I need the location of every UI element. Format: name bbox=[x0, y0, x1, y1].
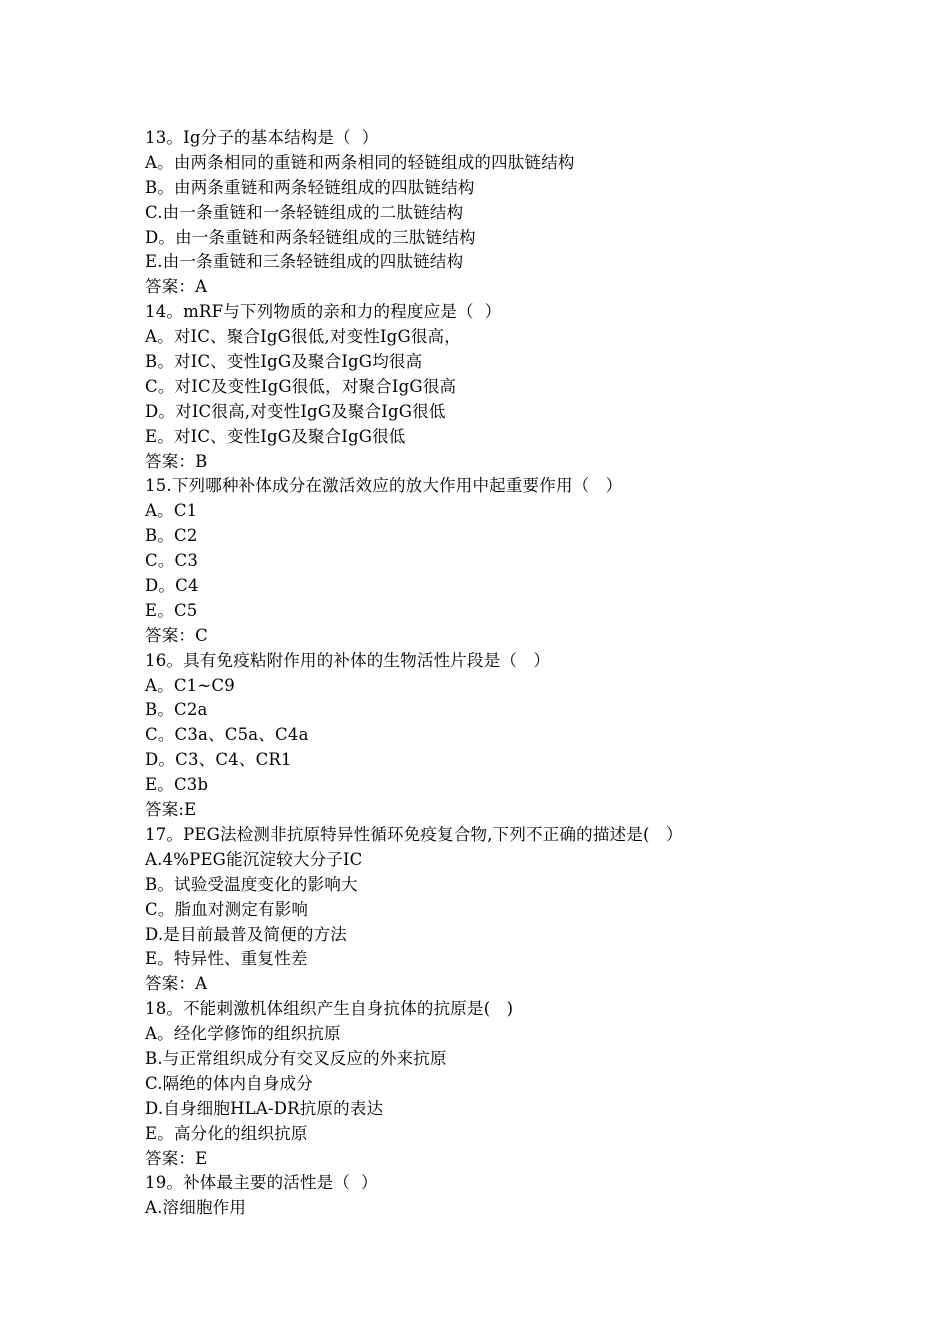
question-14-option-a: A。对IC、聚合IgG很低,对变性IgG很高， bbox=[145, 327, 461, 347]
question-18-option-e: E。高分化的组织抗原 bbox=[145, 1123, 308, 1143]
question-15-option-b: B。C2 bbox=[145, 526, 198, 546]
question-13-option-d: D。由一条重链和两条轻链组成的三肽链结构 bbox=[145, 227, 476, 247]
question-17-option-c: C。脂血对测定有影响 bbox=[145, 899, 309, 919]
question-17-answer: 答案：A bbox=[145, 974, 208, 994]
question-13-option-c: C.由一条重链和一条轻链组成的二肽链结构 bbox=[145, 202, 464, 222]
question-17-option-d: D.是目前最普及简便的方法 bbox=[145, 924, 347, 944]
question-18-answer: 答案：E bbox=[145, 1148, 208, 1168]
question-15-option-c: C。C3 bbox=[145, 551, 199, 571]
question-17-option-e: E。特异性、重复性差 bbox=[145, 949, 308, 969]
question-17-option-b: B。试验受温度变化的影响大 bbox=[145, 874, 358, 894]
question-15-stem: 15.下列哪种补体成分在激活效应的放大作用中起重要作用（ ） bbox=[145, 476, 623, 496]
question-16-option-e: E。C3b bbox=[145, 775, 209, 795]
question-13-option-e: E.由一条重链和三条轻链组成的四肽链结构 bbox=[145, 252, 464, 272]
question-18-stem: 18。不能刺激机体组织产生自身抗体的抗原是( ) bbox=[145, 999, 514, 1019]
question-15-option-a: A。C1 bbox=[145, 501, 198, 521]
question-14-option-e: E。对IC、变性IgG及聚合IgG很低 bbox=[145, 426, 406, 446]
question-18-option-a: A。经化学修饰的组织抗原 bbox=[145, 1024, 341, 1044]
question-15-option-d: D。C4 bbox=[145, 576, 199, 596]
question-16-stem: 16。具有免疫粘附作用的补体的生物活性片段是（ ） bbox=[145, 650, 551, 670]
question-18-option-b: B.与正常组织成分有交叉反应的外来抗原 bbox=[145, 1048, 447, 1068]
question-18-option-c: C.隔绝的体内自身成分 bbox=[145, 1073, 313, 1093]
question-15-option-e: E。C5 bbox=[145, 600, 198, 620]
question-16-option-a: A。C1~C9 bbox=[145, 675, 235, 695]
question-19-stem: 19。补体最主要的活性是（ ） bbox=[145, 1173, 378, 1193]
question-14-stem: 14。mRF与下列物质的亲和力的程度应是（ ） bbox=[145, 302, 502, 322]
question-18-option-d: D.自身细胞HLA-DR抗原的表达 bbox=[145, 1098, 384, 1118]
question-16-option-c: C。C3a、C5a、C4a bbox=[145, 725, 309, 745]
question-13-option-b: B。由两条重链和两条轻链组成的四肽链结构 bbox=[145, 177, 475, 197]
question-14-answer: 答案：B bbox=[145, 451, 208, 471]
question-13-stem: 13。Ig分子的基本结构是（ ） bbox=[145, 128, 379, 147]
question-13-answer: 答案：A bbox=[145, 277, 208, 297]
question-17-stem: 17。PEG法检测非抗原特异性循环免疫复合物,下列不正确的描述是( ） bbox=[145, 824, 683, 844]
question-14-option-b: B。对IC、变性IgG及聚合IgG均很高 bbox=[145, 352, 423, 372]
question-19-option-a: A.溶细胞作用 bbox=[145, 1198, 247, 1218]
question-13-option-a: A。由两条相同的重链和两条相同的轻链组成的四肽链结构 bbox=[145, 152, 575, 172]
question-17-option-a: A.4%PEG能沉淀较大分子IC bbox=[145, 849, 363, 869]
question-14-option-d: D。对IC很高,对变性IgG及聚合IgG很低 bbox=[145, 401, 446, 421]
question-14-option-c: C。对IC及变性IgG很低，对聚合IgG很高 bbox=[145, 376, 457, 396]
question-16-answer: 答案:E bbox=[145, 800, 197, 820]
question-15-answer: 答案：C bbox=[145, 625, 208, 645]
question-16-option-d: D。C3、C4、CR1 bbox=[145, 750, 292, 770]
question-text-block bbox=[145, 126, 845, 1221]
question-16-option-b: B。C2a bbox=[145, 700, 208, 720]
